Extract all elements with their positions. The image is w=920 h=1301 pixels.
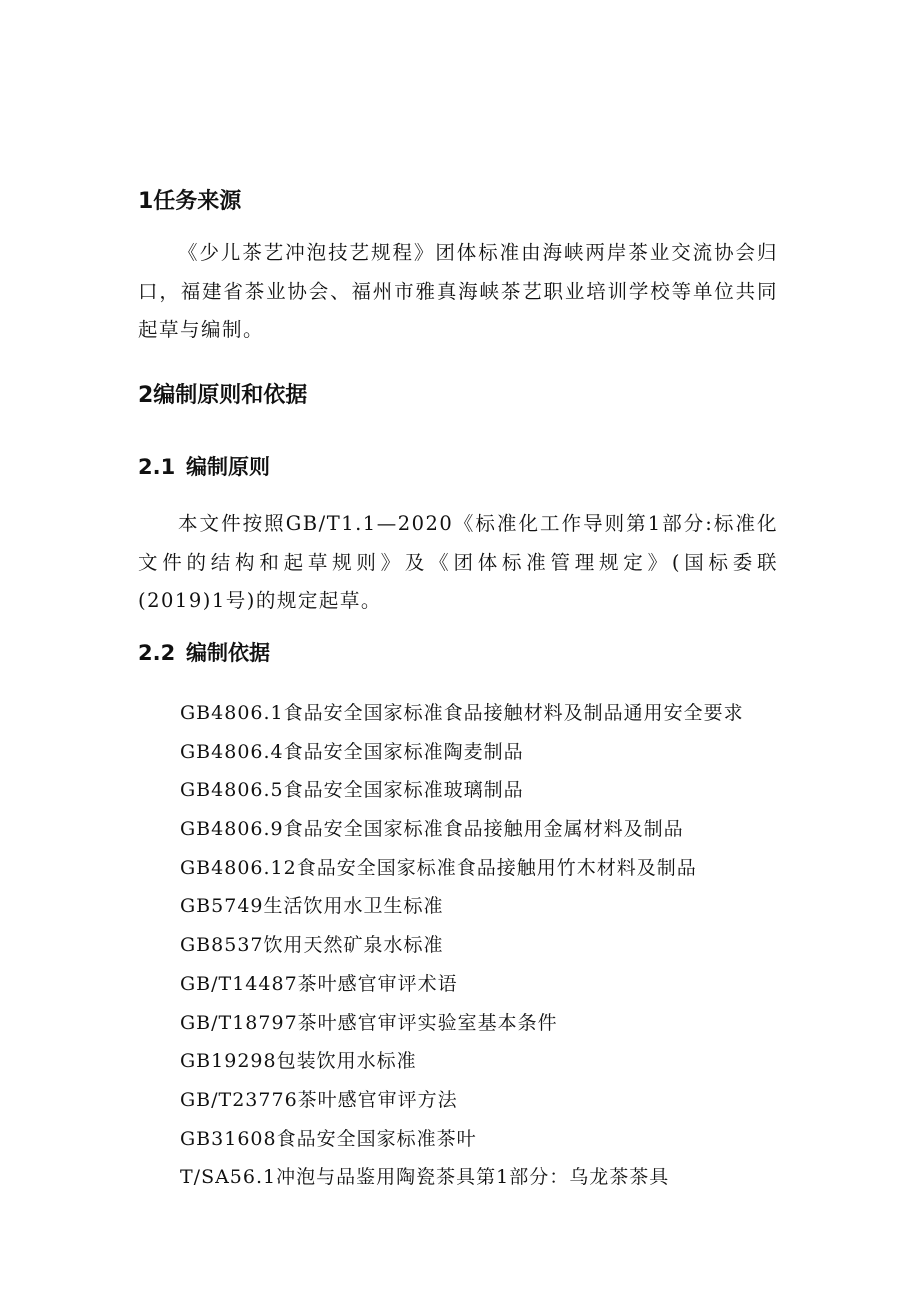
- list-item: GB5749生活饮用水卫生标准: [180, 895, 444, 918]
- list-item: T/SA56.1冲泡与品鉴用陶瓷茶具第1部分：乌龙茶茶具: [180, 1166, 670, 1189]
- section-2-2-title: 编制依据: [186, 641, 270, 665]
- list-item: GB4806.12食品安全国家标准食品接触用竹木材料及制品: [180, 856, 697, 879]
- list-item: GB8537饮用天然矿泉水标准: [180, 934, 444, 957]
- list-item: GB/T18797茶叶感官审评实验室基本条件: [180, 1011, 558, 1034]
- list-item: GB/T23776茶叶感官审评方法: [180, 1088, 458, 1111]
- section-2-2-number: 2.2: [138, 641, 176, 665]
- section-2-1-paragraph: 本文件按照GB/T1.1—2020《标准化工作导则第1部分:标准化文件的结构和起草规则》及《团体标准管理规定》(国标委联(2019)1号)的规定起草。: [138, 512, 778, 612]
- section-2-heading: 2编制原则和依据: [138, 383, 308, 408]
- list-item: GB4806.9食品安全国家标准食品接触用金属材料及制品: [180, 818, 684, 841]
- list-item: GB/T14487茶叶感官审评术语: [180, 972, 458, 995]
- section-2-1-heading: [138, 453, 270, 481]
- list-item: GB4806.1食品安全国家标准食品接触材料及制品通用安全要求: [180, 702, 744, 724]
- reference-standards-list: [180, 694, 744, 1197]
- section-1-paragraph: 《少儿茶艺冲泡技艺规程》团体标准由海峡两岸茶业交流协会归口，福建省茶业协会、福州市雅真海峡茶艺职业培训学校等单位共同起草与编制。: [138, 241, 778, 341]
- list-item: GB4806.4食品安全国家标准陶麦制品: [180, 740, 524, 763]
- section-1-heading: 1任务来源: [138, 189, 242, 214]
- section-2-1-number: 2.1: [138, 455, 176, 479]
- section-2-2-heading: [138, 639, 270, 667]
- list-item: GB19298包装饮用水标准: [180, 1050, 417, 1073]
- section-2-1-title: 编制原则: [186, 455, 270, 479]
- list-item: GB4806.5食品安全国家标准玻璃制品: [180, 779, 524, 802]
- list-item: GB31608食品安全国家标准茶叶: [180, 1127, 477, 1150]
